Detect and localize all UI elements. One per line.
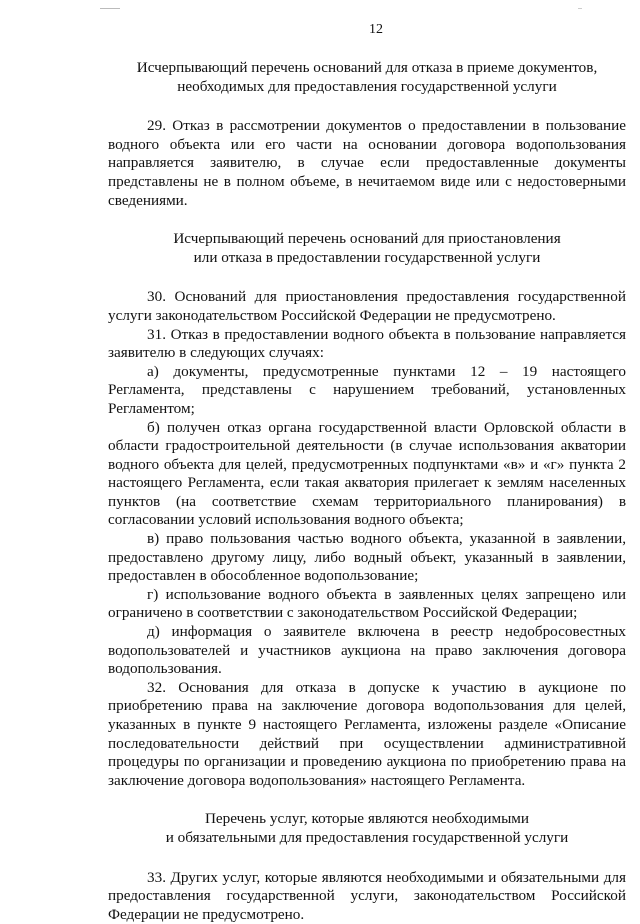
heading-line: Исчерпывающий перечень оснований для отказа в приеме документов, (136, 59, 598, 76)
paragraph-32: 32. Основания для отказа в допуске к участию в аукционе по приобретению права на заключение договора водопользования для целей, указанных в пункте 9 настоящего Регламента, изложены разделе «Описание последовательности действий при осуществлении административной процедуры по организации и проведению аукциона по приобретению права на заключение договора водопользования» настоящего Регламента. (108, 678, 626, 789)
paragraph-31-d: д) информация о заявителе включена в реестр недобросовестных водопользователей и участников аукциона на право заключения договора водопользования. (108, 623, 626, 678)
page-number: 12 (369, 22, 383, 37)
scan-artifact (100, 8, 120, 11)
paragraph-33: 33. Других услуг, которые являются необходимыми и обязательными для предоставления государственной услуги, законодательством Российской Федерации не предусмотрено. (108, 868, 626, 923)
heading-line: или отказа в предоставлении государственной услуги (193, 248, 541, 266)
heading-line: и обязательными для предоставления государственной услуги (165, 828, 569, 846)
paragraph-30: 30. Оснований для приостановления предоставления государственной услуги законодательством Российской Федерации не предусмотрено. (108, 288, 626, 324)
paragraph-31-g: г) использование водного объекта в заявленных целях запрещено или ограничено в соответствии с законодательством Российской Федерации; (108, 585, 626, 622)
section-heading-suspension-refusal (108, 230, 626, 267)
paragraph-31: 31. Отказ в предоставлении водного объекта в пользование направляется заявителю в следующих случаях: (108, 325, 626, 362)
paragraph-31-a: а) документы, предусмотренные пунктами 12 – 19 настоящего Регламента, представлены с нарушением требований, установленных Регламентом; (108, 362, 626, 417)
paragraph-31-b: б) получен отказ органа государственной власти Орловской области в области градостроительной деятельности (в случае использования акватории водного объекта для целей, предусмотренных подпунктами «в» и «г» пункта 2 настоящего Регламента, если такая акватория прилегает к землям населенных пунктов (на соответствие схемам территориального планирования) в согласовании условий использования водного объекта; (108, 418, 626, 529)
scan-artifact (578, 8, 582, 13)
paragraph-31-v: в) право пользования частью водного объекта, указанной в заявлении, предоставлено другому лицу, либо водный объект, указанный в заявлении, предоставлен в обособленное водопользование; (108, 530, 626, 585)
heading-line: Перечень услуг, которые являются необходимыми (204, 810, 530, 828)
heading-line: необходимых для предоставления государственной услуги (177, 77, 557, 95)
section-heading-required-services (108, 810, 626, 847)
heading-line: Исчерпывающий перечень оснований для приостановления (173, 230, 561, 248)
paragraph-29: 29. Отказ в рассмотрении документов о предоставлении в пользование водного объекта или его части на основании договора водопользования направляется заявителю, в случае если предоставленные документы представлены не в полном объеме, в нечитаемом виде или с недостоверными сведениями. (108, 117, 626, 209)
section-heading-refusal-acceptance (108, 59, 626, 96)
